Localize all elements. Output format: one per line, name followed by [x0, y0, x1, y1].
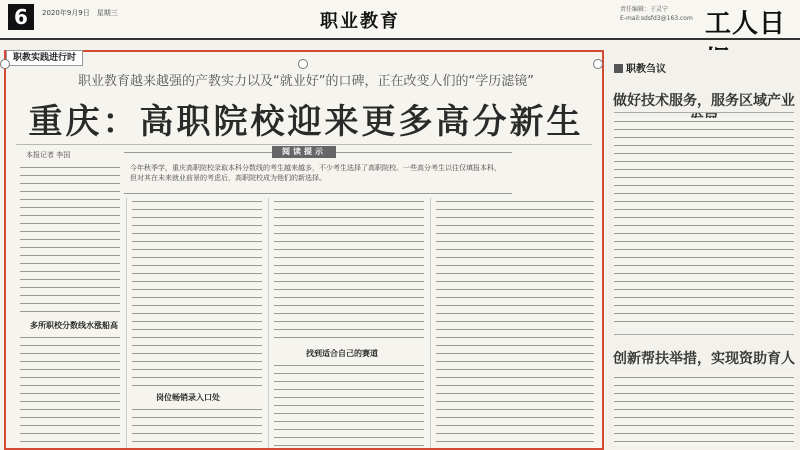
body-text-column-4 [436, 198, 594, 446]
article-kicker: 职业教育越来越强的产教实力以及“就业好”的口碑，正在改变人们的“学历滤镜” [78, 74, 534, 89]
reading-tip-box [124, 147, 512, 194]
sidebar-tag [614, 60, 666, 75]
newspaper-logo: 工人日 [705, 9, 787, 39]
body-text-column-2a [132, 198, 262, 388]
subhead-1: 多所职校分数线水涨船高 [30, 321, 118, 330]
article-headline: 重庆：高职院校迎来更多高分新生 [28, 102, 584, 142]
headline-divider [16, 144, 592, 145]
body-text-column-1a [20, 164, 120, 314]
section-title: 职业教育 [320, 11, 400, 32]
selection-handle-top-right[interactable] [593, 59, 603, 69]
editor-info [620, 5, 693, 23]
sidebar-headline-1: 做好技术服务，服务区域产业 [613, 93, 795, 109]
main-article[interactable] [4, 50, 604, 450]
selection-handle-top-left[interactable] [0, 59, 10, 69]
sidebar-body-text-2 [614, 374, 794, 446]
sidebar-divider [614, 112, 794, 113]
column-divider [126, 198, 127, 448]
sidebar-headline-2: 创新帮扶举措，实现资助育人 [613, 351, 795, 367]
sidebar-column [608, 50, 800, 450]
sidebar-tag-label: 职教刍议 [626, 64, 666, 75]
article-byline: 本报记者 李国 [26, 151, 71, 159]
selection-handle-top-center[interactable] [298, 59, 308, 69]
body-text-column-2b [132, 406, 262, 446]
body-text-column-3b [274, 362, 424, 446]
subhead-2: 岗位畅销录入口处 [156, 393, 220, 402]
subhead-3: 找到适合自己的赛道 [306, 349, 378, 358]
sidebar-divider [614, 334, 794, 335]
page-number: 6 [8, 4, 34, 30]
body-text-column-3a [274, 198, 424, 338]
column-divider [430, 198, 431, 448]
reading-tip-text: 今年秋季学，重庆高职院校录取本科分数线的考生越来越多，不少考生选择了高职院校。一些高分考生以往仅填报本科，但对其在未来就业前景的考虑后，高职院校成为他们的新选择。 [130, 164, 501, 182]
body-text-column-1b [20, 334, 120, 446]
column-divider [268, 198, 269, 448]
masthead [0, 0, 800, 40]
editor-email: E-mail:sdsfd3@163.com [620, 15, 693, 22]
square-bullet-icon [614, 64, 623, 73]
dateline: 2020年9月9日 星期三 [42, 9, 118, 17]
editor-name: 责任编辑：于灵宁 [620, 6, 669, 13]
sidebar-body-text-1 [614, 118, 794, 328]
reading-tip-label: 阅读提示 [272, 146, 336, 158]
article-tag: 职教实践进行时 [6, 50, 83, 66]
